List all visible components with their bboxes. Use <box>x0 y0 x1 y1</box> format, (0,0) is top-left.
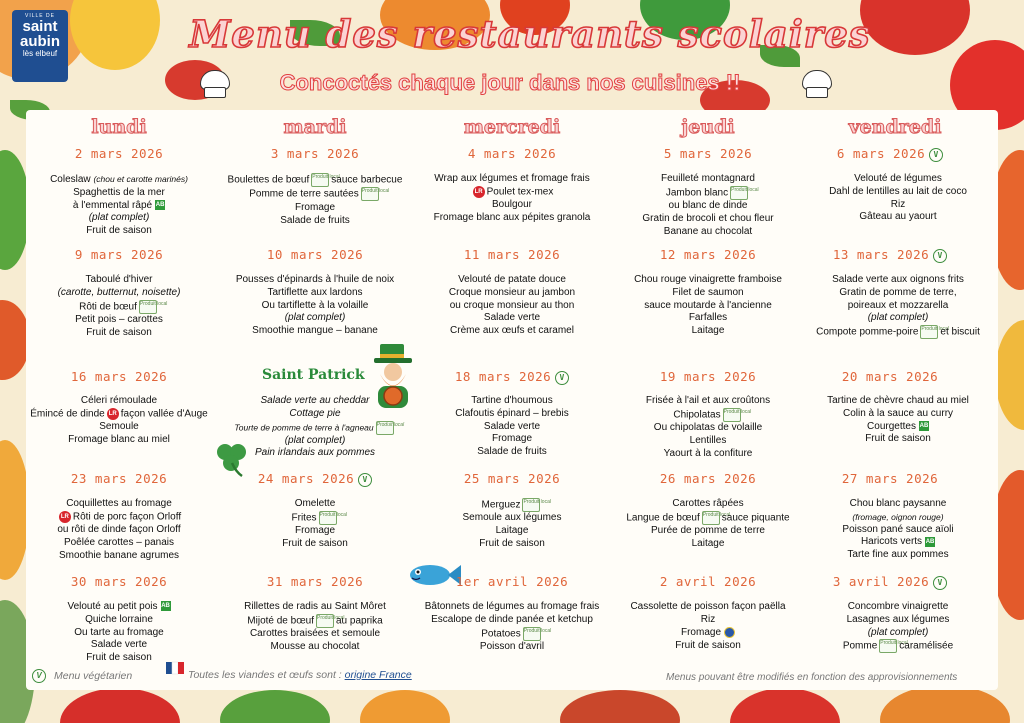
date-label: 3 avril 2026 V <box>800 574 980 590</box>
date-label: 18 mars 2026 V <box>422 369 602 385</box>
date-label: 1er avril 2026 <box>455 574 569 589</box>
local-product-icon: Produit local <box>879 639 897 653</box>
menu-cell: Taboulé d'hiver (carotte, butternut, noisette) Rôti de bœuf Produit local Petit pois – carottes Fruit de saison <box>57 274 181 338</box>
day-header-mardi: mardi <box>283 116 347 138</box>
saint-patrick-title: Saint Patrick <box>262 367 365 383</box>
menu-cell: Carottes râpées Langue de bœuf Produit localsauce piquante Purée de pomme de terre Laitage <box>626 498 790 550</box>
vegetarian-icon: V <box>933 249 947 263</box>
menu-cell: Tartine d'houmous Clafoutis épinard – brebis Salade verte Fromage Salade de fruits <box>455 395 569 458</box>
menu-cell: Coquillettes au fromage LR Rôti de porc façon Orloff ou rôti de dinde façon Orloff Poêlée carottes – panais Smoothie banane agrumes <box>57 498 182 561</box>
menu-cell: Céleri rémoulade Émincé de dinde LR façon vallée d'Auge Semoule Fromage blanc au miel <box>30 395 208 446</box>
date-label: 30 mars 2026 <box>70 574 168 589</box>
menu-cell: Omelette Frites Produit local Fromage Fruit de saison <box>282 498 348 550</box>
disclaimer-text: Menus pouvant être modifiés en fonction des approvisionnements <box>666 672 958 683</box>
menu-cell: Chou blanc paysanne (fromage, oignon rouge) Poisson pané sauce aïoli Haricots verts AB Tarte fine aux pommes <box>842 498 954 561</box>
menu-cell: Bâtonnets de légumes au fromage frais Escalope de dinde panée et ketchup Potatoes Produit local Poisson d'avril <box>424 601 600 653</box>
menu-cell: Chou rouge vinaigrette framboise Filet de saumon sauce moutarde à l'ancienne Farfalles Laitage <box>634 274 782 337</box>
logo-top: VILLE DE <box>25 13 55 19</box>
date-label: 2 avril 2026 <box>659 574 757 589</box>
page-title: Menu des restaurants scolaires <box>189 12 871 56</box>
date-label: 6 mars 2026 V <box>800 146 980 162</box>
local-product-icon: Produit local <box>316 614 334 628</box>
local-product-icon: Produit local <box>523 627 541 641</box>
local-product-icon: Produit local <box>723 408 741 422</box>
local-product-icon: Produit local <box>139 300 157 314</box>
organic-icon: AB <box>925 538 935 545</box>
date-label: 11 mars 2026 <box>463 247 561 262</box>
day-header-lundi: lundi <box>91 116 147 138</box>
origin-france-link[interactable]: origine France <box>344 669 412 681</box>
date-label: 12 mars 2026 <box>659 247 757 262</box>
local-product-icon: Produit local <box>920 325 938 339</box>
local-product-icon: Produit local <box>730 186 748 200</box>
vegetarian-icon: V <box>358 473 372 487</box>
date-label: 31 mars 2026 <box>266 574 364 589</box>
day-header-vendredi: vendredi <box>848 116 942 138</box>
page-subtitle: Concoctés chaque jour dans nos cuisines !! <box>279 70 741 95</box>
local-product-icon: Produit local <box>376 421 394 435</box>
menu-cell: Tartine de chèvre chaud au miel Colin à la sauce au curry Courgettes AB Fruit de saison <box>827 395 969 445</box>
france-flag-icon <box>164 658 186 680</box>
city-logo <box>12 10 68 82</box>
local-product-icon: Produit local <box>522 498 540 512</box>
local-product-icon: Produit local <box>361 187 379 201</box>
local-product-icon: Produit local <box>319 511 337 525</box>
date-label: 27 mars 2026 <box>841 471 939 486</box>
date-label: 26 mars 2026 <box>659 471 757 486</box>
organic-icon: AB <box>919 422 929 429</box>
menu-cell: Frisée à l'ail et aux croûtons Chipolatas Produit local Ou chipolatas de volaille Lentilles Yaourt à la confiture <box>645 395 771 459</box>
menu-cell: Merguez Produit local Semoule aux légumes Laitage Fruit de saison <box>462 499 562 550</box>
logo-line3: lès elbeuf <box>22 49 58 58</box>
vegetarian-icon: V <box>555 371 569 385</box>
date-label: 5 mars 2026 <box>663 146 753 161</box>
date-label: 19 mars 2026 <box>659 369 757 384</box>
logo-line1: saint <box>22 18 58 35</box>
logo-line2: aubin <box>20 33 60 50</box>
menu-cell: Concombre vinaigrette Lasagnes aux légumes (plat complet) Pomme Produit localcaramélisée <box>842 601 954 653</box>
label-rouge-icon: LR <box>107 408 119 420</box>
local-product-icon: Produit local <box>311 173 329 187</box>
date-label: 23 mars 2026 <box>70 471 168 486</box>
label-rouge-icon: LR <box>473 186 485 198</box>
menu-cell: Velouté de légumes Dahl de lentilles au lait de coco Riz Gâteau au yaourt <box>829 173 967 223</box>
vegetarian-icon: V <box>32 669 46 683</box>
menu-cell: Velouté de patate douce Croque monsieur au jambon ou croque monsieur au thon Salade verte Crème aux œufs et caramel <box>448 274 576 337</box>
local-product-icon: Produit local <box>702 511 720 525</box>
chef-hat-icon <box>798 70 834 100</box>
menu-cell: Feuilleté montagnard Jambon blanc Produit local ou blanc de dinde Gratin de brocoli et chou fleur Banane au chocolat <box>642 173 774 237</box>
date-label: 4 mars 2026 <box>467 146 557 161</box>
day-header-jeudi: jeudi <box>681 116 735 138</box>
date-label: 16 mars 2026 <box>70 369 168 384</box>
date-label: 13 mars 2026 V <box>800 247 980 263</box>
date-label: 24 mars 2026 V <box>225 471 405 487</box>
date-label: 3 mars 2026 <box>270 146 360 161</box>
menu-cell: Salade verte aux oignons frits Gratin de pomme de terre, poireaux et mozzarella (plat complet) Compote pomme-poire Produit localet biscuit <box>816 274 980 338</box>
day-header-mercredi: mercredi <box>463 116 561 138</box>
menu-cell: Salade verte au cheddar Cottage pie Tourte de pomme de terre à l'agneau Produit local (plat complet) Pain irlandais aux pommes <box>234 395 405 459</box>
menu-cell: Cassolette de poisson façon paëlla Riz Fromage Fruit de saison <box>630 601 786 651</box>
label-rouge-icon: LR <box>59 511 71 523</box>
menu-cell: Rillettes de radis au Saint Môret Mijoté de bœuf Produit localau paprika Carottes braisées et semoule Mousse au chocolat <box>244 601 386 653</box>
chef-hat-icon <box>196 70 232 100</box>
date-label: 25 mars 2026 <box>463 471 561 486</box>
menu-cell: Velouté au petit pois AB Quiche lorraine Ou tarte au fromage Salade verte Fruit de saison <box>67 601 170 664</box>
date-label: 2 mars 2026 <box>74 146 164 161</box>
vegetarian-legend: V Menu végétarien <box>32 669 132 683</box>
date-label: 10 mars 2026 <box>266 247 364 262</box>
date-label: 9 mars 2026 <box>74 247 164 262</box>
origin-legend: Toutes les viandes et œufs sont : origine France <box>188 669 412 681</box>
date-label: 20 mars 2026 <box>841 369 939 384</box>
menu-cell: Coleslaw (chou et carotte marinés) Spaghettis de la mer à l'emmental râpé AB (plat complet) Fruit de saison <box>50 174 188 237</box>
menu-cell: Boulettes de bœuf Produit localsauce barbecue Pomme de terre sautées Produit local Fromage Salade de fruits <box>227 174 403 226</box>
organic-icon: AB <box>155 201 165 208</box>
vegetarian-icon: V <box>929 148 943 162</box>
menu-cell: Wrap aux légumes et fromage frais LR Poulet tex-mex Boulgour Fromage blanc aux pépites granola <box>433 173 591 224</box>
organic-icon: AB <box>161 603 170 610</box>
menu-cell: Pousses d'épinards à l'huile de noix Tartiflette aux lardons Ou tartiflette à la volaille (plat complet) Smoothie mangue – banane <box>235 274 395 337</box>
vegetarian-icon: V <box>933 576 947 590</box>
quality-label-icon <box>724 627 735 638</box>
